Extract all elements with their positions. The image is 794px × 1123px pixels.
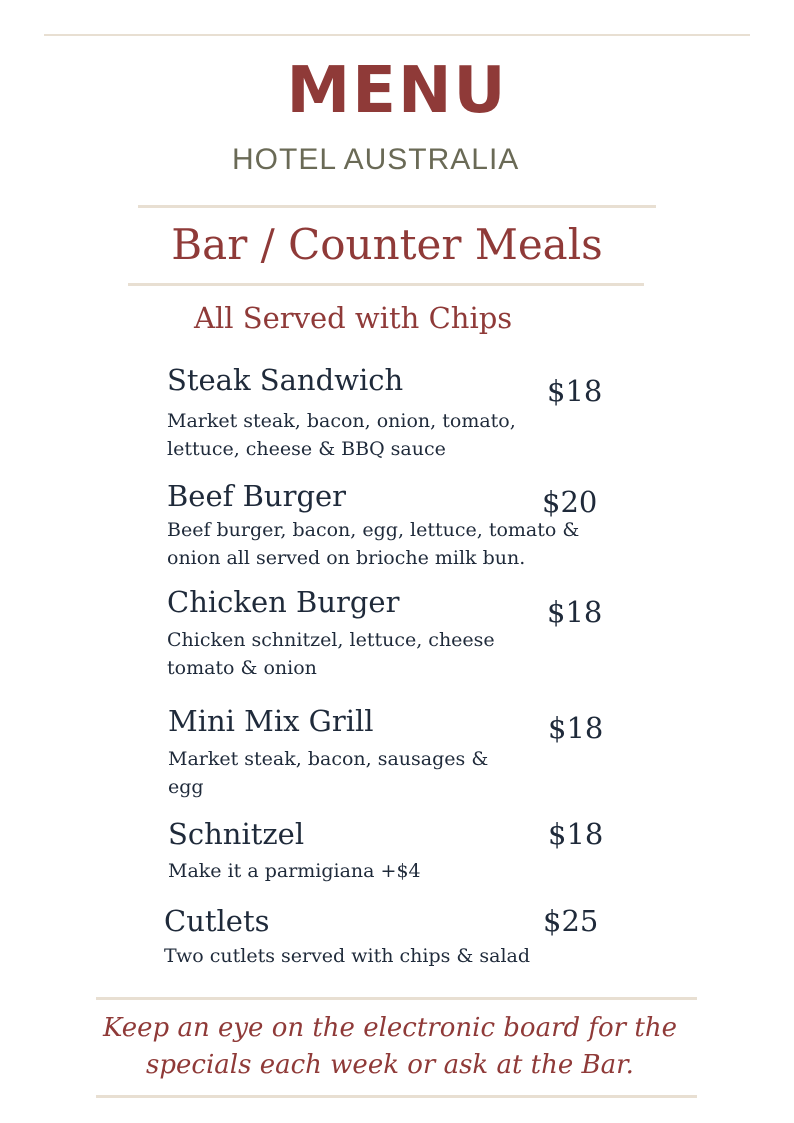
menu-item-description: Chicken schnitzel, lettuce, cheese tomato & onion xyxy=(167,629,495,679)
menu-item-name: Steak Sandwich xyxy=(167,363,404,397)
menu-item-description: Market steak, bacon, onion, tomato, lettuce, cheese & BBQ sauce xyxy=(167,410,516,460)
footer-bottom-divider xyxy=(96,1095,697,1098)
menu-item-price: $25 xyxy=(543,904,599,938)
section-title: Bar / Counter Meals xyxy=(171,220,603,269)
menu-item-name: Chicken Burger xyxy=(167,585,400,619)
section-bottom-divider xyxy=(128,283,644,286)
menu-item-description: Market steak, bacon, sausages & egg xyxy=(168,748,489,798)
menu-item-name: Schnitzel xyxy=(168,817,305,851)
menu-item-description: Beef burger, bacon, egg, lettuce, tomato & onion all served on brioche milk bun. xyxy=(167,519,580,569)
menu-item-price: $20 xyxy=(542,485,598,519)
menu-item-price: $18 xyxy=(548,711,604,745)
footer-top-divider xyxy=(96,997,697,1000)
menu-item-description: Two cutlets served with chips & salad xyxy=(164,945,531,967)
hotel-name: HOTEL AUSTRALIA xyxy=(232,143,520,176)
menu-title: MENU xyxy=(286,54,508,128)
menu-item-name: Cutlets xyxy=(164,904,270,938)
specials-note: Keep an eye on the electronic board for the specials each week or ask at the Bar. xyxy=(103,1013,677,1080)
menu-item-name: Mini Mix Grill xyxy=(168,704,374,738)
section-top-divider xyxy=(138,205,656,208)
menu-item-price: $18 xyxy=(548,817,604,851)
section-subtitle: All Served with Chips xyxy=(194,301,513,335)
menu-item-price: $18 xyxy=(547,374,603,408)
menu-item-description: Make it a parmigiana +$4 xyxy=(168,860,421,882)
menu-item-name: Beef Burger xyxy=(167,479,347,513)
menu-item-price: $18 xyxy=(547,595,603,629)
top-divider xyxy=(44,34,750,36)
